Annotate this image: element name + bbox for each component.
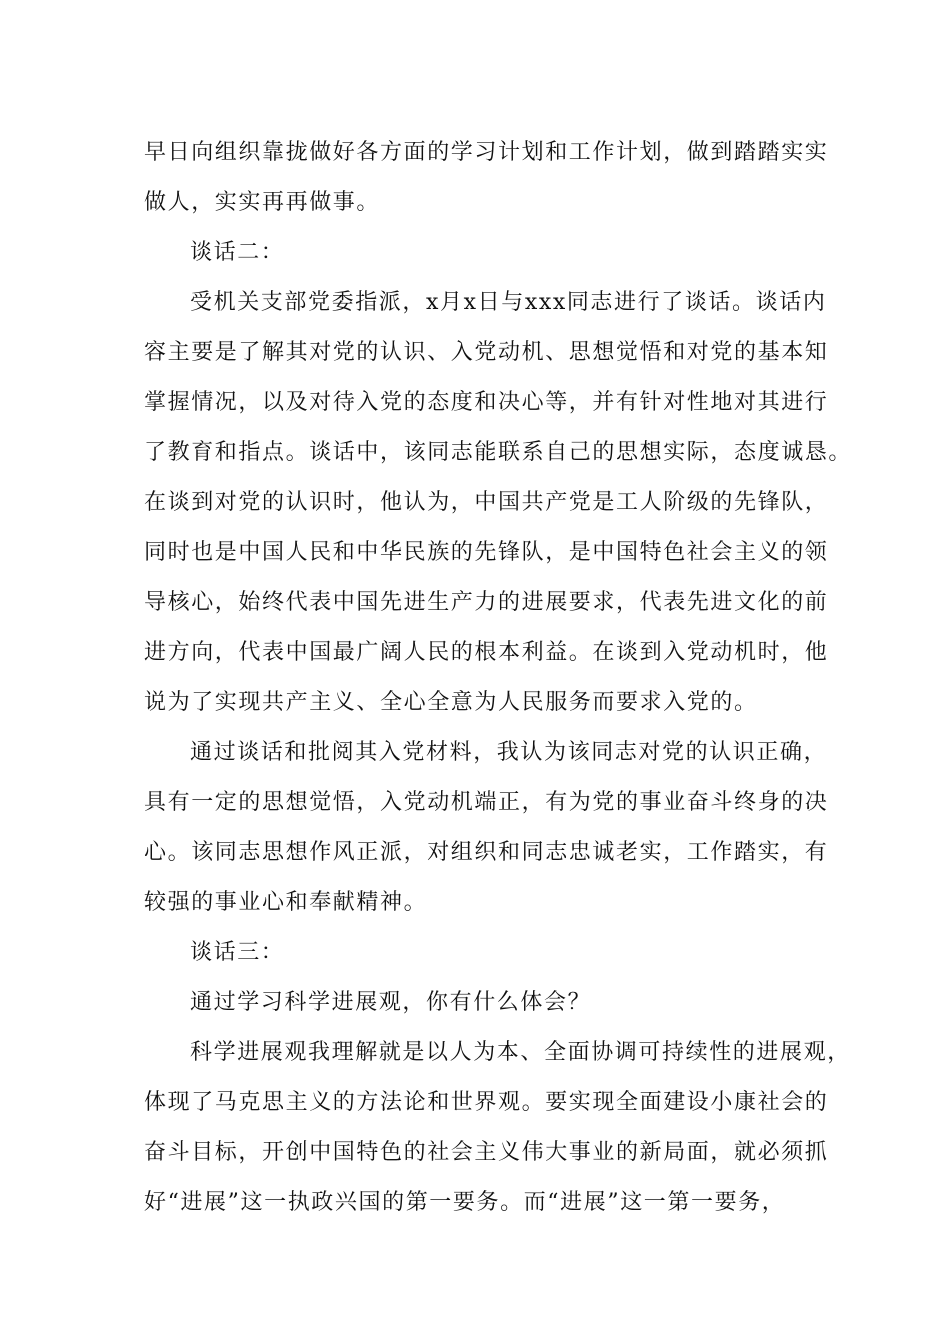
text-line: 受机关支部党委指派，x月x日与xxx同志进行了谈话。谈话内 (190, 290, 827, 315)
text-line: 好“进展”这一执政兴国的第一要务。而“进展”这一第一要务， (144, 1190, 786, 1215)
text-line: 奋斗目标，开创中国特色的社会主义伟大事业的新局面，就必须抓 (144, 1140, 829, 1165)
text-line: 在谈到对党的认识时，他认为，中国共产党是工人阶级的先锋队， (144, 490, 829, 515)
text-line: 较强的事业心和奉献精神。 (144, 890, 428, 915)
text-line: 了教育和指点。谈话中，该同志能联系自己的思想实际，态度诚恳。 (144, 440, 853, 465)
section-heading: 谈话二： (190, 240, 285, 265)
text-line: 掌握情况，以及对待入党的态度和决心等，并有针对性地对其进行 (144, 390, 829, 415)
text-line: 通过谈话和批阅其入党材料，我认为该同志对党的认识正确， (190, 740, 828, 765)
text-line: 说为了实现共产主义、全心全意为人民服务而要求入党的。 (144, 690, 758, 715)
text-line: 早日向组织靠拢做好各方面的学习计划和工作计划，做到踏踏实实 (144, 140, 829, 165)
text-line: 容主要是了解其对党的认识、入党动机、思想觉悟和对党的基本知 (144, 340, 829, 365)
text-line: 进方向，代表中国最广阔人民的根本利益。在谈到入党动机时，他 (144, 640, 829, 665)
text-line: 体现了马克思主义的方法论和世界观。要实现全面建设小康社会的 (144, 1090, 829, 1115)
section-heading: 谈话三： (190, 940, 285, 965)
text-line: 心。该同志思想作风正派，对组织和同志忠诚老实，工作踏实，有 (144, 840, 829, 865)
text-line: 同时也是中国人民和中华民族的先锋队，是中国特色社会主义的领 (144, 540, 829, 565)
text-line: 具有一定的思想觉悟，入党动机端正，有为党的事业奋斗终身的决 (144, 790, 829, 815)
text-line: 做人，实实再再做事。 (144, 190, 381, 215)
question-line: 通过学习科学进展观，你有什么体会？ (190, 990, 592, 1015)
text-line: 导核心，始终代表中国先进生产力的进展要求，代表先进文化的前 (144, 590, 829, 615)
text-line: 科学进展观我理解就是以人为本、全面协调可持续性的进展观， (190, 1040, 851, 1065)
